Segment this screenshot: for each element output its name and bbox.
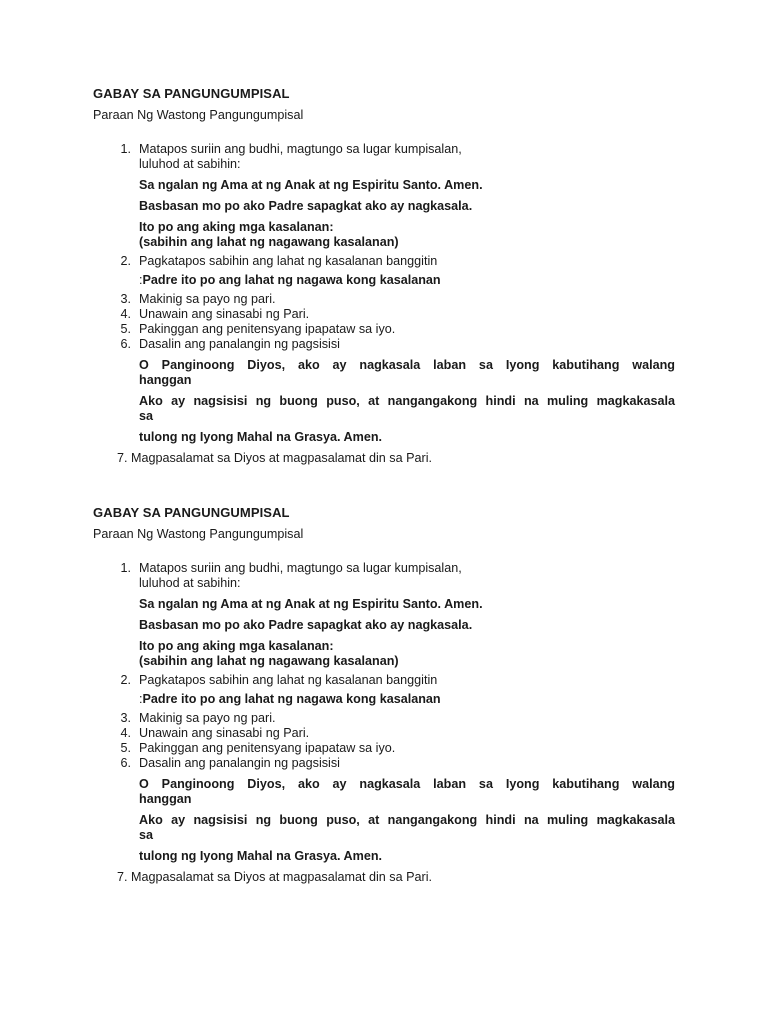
- contrition-prayer-3: [93, 849, 675, 864]
- item-text: Pagkatapos sabihin ang lahat ng kasalanan banggitin: [139, 673, 438, 687]
- item-text: Makinig sa payo ng pari.: [139, 711, 276, 725]
- contrition-prayer-1: [93, 358, 675, 388]
- prayer-line: sa: [139, 828, 154, 842]
- item-number: 6 .: [115, 337, 131, 352]
- section-title: GABAY SA PANGUNGUMPISAL: [93, 505, 290, 520]
- list-item-6: [93, 337, 675, 352]
- item-number: 3 .: [115, 292, 131, 307]
- prayer-closing-sins: [93, 692, 675, 707]
- item-text: Dasalin ang panalangin ng pagsisisi: [139, 756, 340, 770]
- contrition-prayer-2: [93, 813, 675, 843]
- contrition-prayer-1: [93, 777, 675, 807]
- section-title: GABAY SA PANGUNGUMPISAL: [93, 86, 290, 101]
- prayer-line: Ito po ang aking mga kasalanan:: [139, 639, 334, 653]
- item-text: Unawain ang sinasabi ng Pari.: [139, 307, 310, 321]
- list-item-6: [93, 756, 675, 771]
- prayer-line: hanggan: [139, 792, 192, 806]
- item-number: 3 .: [115, 711, 131, 726]
- item-text-line: Matapos suriin ang budhi, magtungo sa lugar kumpisalan,: [139, 142, 462, 156]
- prayer-line: O Panginoong Diyos, ako ay nagkasala laban sa Iyong kabutihang walang: [139, 777, 675, 791]
- list-item-5: [93, 741, 675, 756]
- item-number: 1 .: [115, 561, 131, 576]
- prayer-line: tulong ng Iyong Mahal na Grasya. Amen.: [139, 849, 383, 863]
- list-item-7: 7. Magpasalamat sa Diyos at magpasalamat din sa Pari.: [117, 451, 432, 465]
- item-text: Pakinggan ang penitensyang ipapataw sa iyo.: [139, 741, 396, 755]
- section-subtitle: Paraan Ng Wastong Pangungumpisal: [93, 527, 304, 541]
- list-item-2: [93, 673, 675, 688]
- prayer-sins-intro: [93, 220, 675, 250]
- prayer-line: (sabihin ang lahat ng nagawang kasalanan): [139, 654, 399, 668]
- prayer-line: hanggan: [139, 373, 192, 387]
- prayer-blessing: Basbasan mo po ako Padre sapagkat ako ay nagkasala.: [139, 199, 473, 213]
- prayer-line: tulong ng Iyong Mahal na Grasya. Amen.: [139, 430, 383, 444]
- prayer-line: Ito po ang aking mga kasalanan:: [139, 220, 334, 234]
- item-text: Dasalin ang panalangin ng pagsisisi: [139, 337, 340, 351]
- confession-guide-section-1: [93, 86, 675, 466]
- prefix-colon: :: [139, 692, 143, 706]
- steps-list: [93, 142, 675, 466]
- item-number: 2 .: [115, 673, 131, 688]
- item-number: 5 .: [115, 741, 131, 756]
- prayer-closing-sins: [93, 273, 675, 288]
- item-number: 6 .: [115, 756, 131, 771]
- prayer-line: Padre ito po ang lahat ng nagawa kong kasalanan: [142, 692, 441, 706]
- prayer-line: O Panginoong Diyos, ako ay nagkasala laban sa Iyong kabutihang walang: [139, 358, 675, 372]
- item-text-line: Matapos suriin ang budhi, magtungo sa lugar kumpisalan,: [139, 561, 462, 575]
- prefix-colon: :: [139, 273, 143, 287]
- prayer-line: (sabihin ang lahat ng nagawang kasalanan): [139, 235, 399, 249]
- list-item-1: [93, 142, 675, 172]
- list-item-5: [93, 322, 675, 337]
- confession-guide-section-2: [93, 505, 675, 885]
- list-item-2: [93, 254, 675, 269]
- prayer-line: Ako ay nagsisisi ng buong puso, at nangangakong hindi na muling magkakasala: [139, 813, 675, 827]
- list-item-4: [93, 307, 675, 322]
- item-number: 1 .: [115, 142, 131, 157]
- item-text: Makinig sa payo ng pari.: [139, 292, 276, 306]
- prayer-blessing: Basbasan mo po ako Padre sapagkat ako ay nagkasala.: [139, 618, 473, 632]
- prayer-line: Padre ito po ang lahat ng nagawa kong kasalanan: [142, 273, 441, 287]
- contrition-prayer-3: [93, 430, 675, 445]
- list-item-1: [93, 561, 675, 591]
- prayer-sign-of-cross: Sa ngalan ng Ama at ng Anak at ng Espiritu Santo. Amen.: [139, 178, 483, 192]
- prayer-sign-of-cross: Sa ngalan ng Ama at ng Anak at ng Espiritu Santo. Amen.: [139, 597, 483, 611]
- section-subtitle: Paraan Ng Wastong Pangungumpisal: [93, 108, 304, 122]
- steps-list: [93, 561, 675, 885]
- list-item-7: 7. Magpasalamat sa Diyos at magpasalamat din sa Pari.: [117, 870, 432, 884]
- list-item-3: [93, 292, 675, 307]
- item-number: 5 .: [115, 322, 131, 337]
- contrition-prayer-2: [93, 394, 675, 424]
- prayer-sins-intro: [93, 639, 675, 669]
- item-text-line: luluhod at sabihin:: [139, 157, 241, 171]
- item-text: Pagkatapos sabihin ang lahat ng kasalanan banggitin: [139, 254, 438, 268]
- item-number: 4 .: [115, 726, 131, 741]
- prayer-line: sa: [139, 409, 154, 423]
- item-text-line: luluhod at sabihin:: [139, 576, 241, 590]
- item-text: Unawain ang sinasabi ng Pari.: [139, 726, 310, 740]
- list-item-3: [93, 711, 675, 726]
- item-number: 4 .: [115, 307, 131, 322]
- item-number: 2 .: [115, 254, 131, 269]
- prayer-line: Ako ay nagsisisi ng buong puso, at nangangakong hindi na muling magkakasala: [139, 394, 675, 408]
- list-item-4: [93, 726, 675, 741]
- item-text: Pakinggan ang penitensyang ipapataw sa iyo.: [139, 322, 396, 336]
